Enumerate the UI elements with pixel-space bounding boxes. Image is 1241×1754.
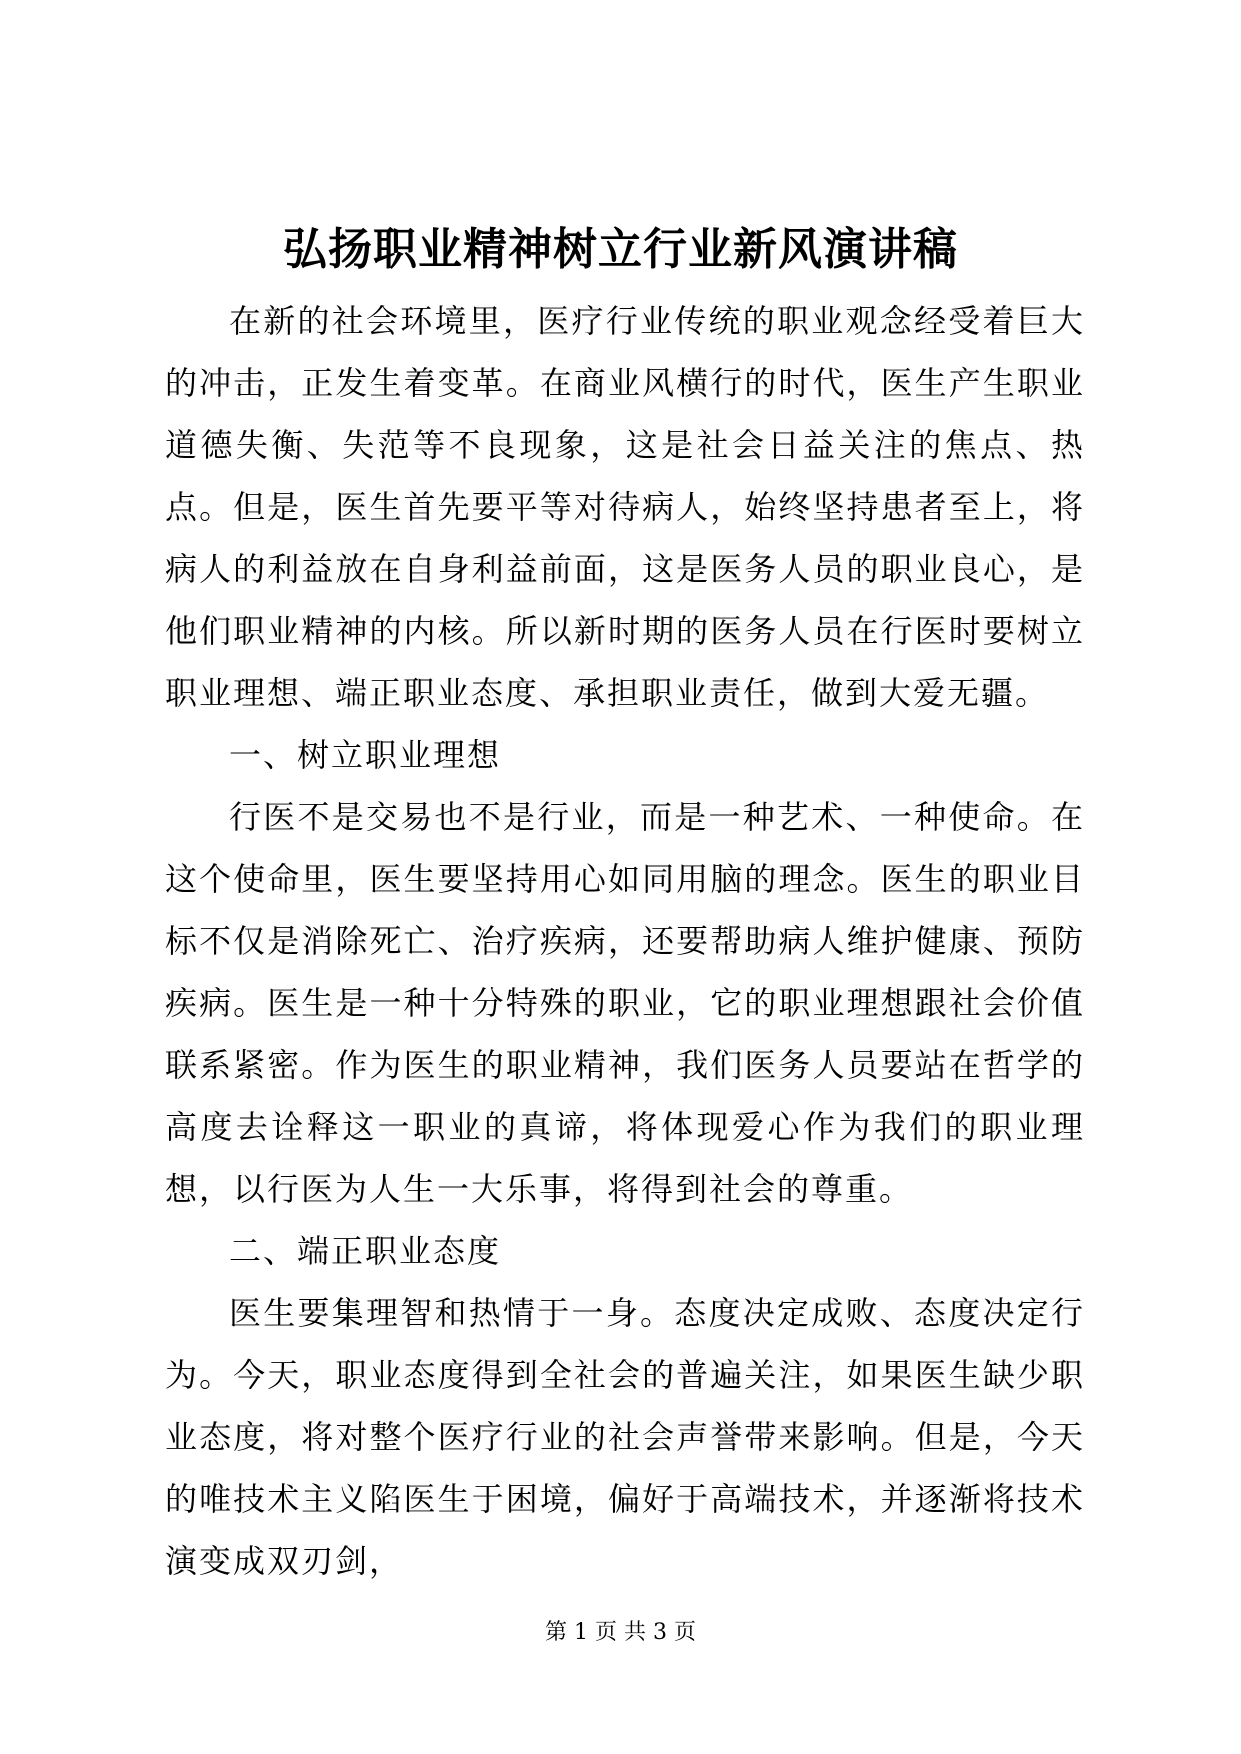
document-body [165, 290, 1085, 1592]
paragraph-intro: 在新的社会环境里，医疗行业传统的职业观念经受着巨大的冲击，正发生着变革。在商业风横行的时代，医生产生职业道德失衡、失范等不良现象，这是社会日益关注的焦点、热点。但是，医生首先要平等对待病人，始终坚持患者至上，将病人的利益放在自身利益前面，这是医务人员的职业良心，是他们职业精神的内核。所以新时期的医务人员在行医时要树立职业理想、端正职业态度、承担职业责任，做到大爱无疆。 [165, 302, 1085, 712]
page-footer: 第 1 页 共 3 页 [545, 1620, 696, 1645]
paragraph-section-1: 行医不是交易也不是行业，而是一种艺术、一种使命。在这个使命里，医生要坚持用心如同用脑的理念。医生的职业目标不仅是消除死亡、治疗疾病，还要帮助病人维护健康、预防疾病。医生是一种十分特殊的职业，它的职业理想跟社会价值联系紧密。作为医生的职业精神，我们医务人员要站在哲学的高度去诠释这一职业的真谛，将体现爱心作为我们的职业理想，以行医为人生一大乐事，将得到社会的尊重。 [165, 798, 1085, 1208]
document-title: 弘扬职业精神树立行业新风演讲稿 [283, 224, 958, 275]
paragraph-section-2: 医生要集理智和热情于一身。态度决定成败、态度决定行为。今天，职业态度得到全社会的普遍关注，如果医生缺少职业态度，将对整个医疗行业的社会声誉带来影响。但是，今天的唯技术主义陷医生于困境，偏好于高端技术，并逐渐将技术演变成双刃剑， [165, 1294, 1085, 1580]
section-heading-1: 一、树立职业理想 [229, 736, 502, 774]
section-heading-2: 二、端正职业态度 [229, 1232, 502, 1270]
